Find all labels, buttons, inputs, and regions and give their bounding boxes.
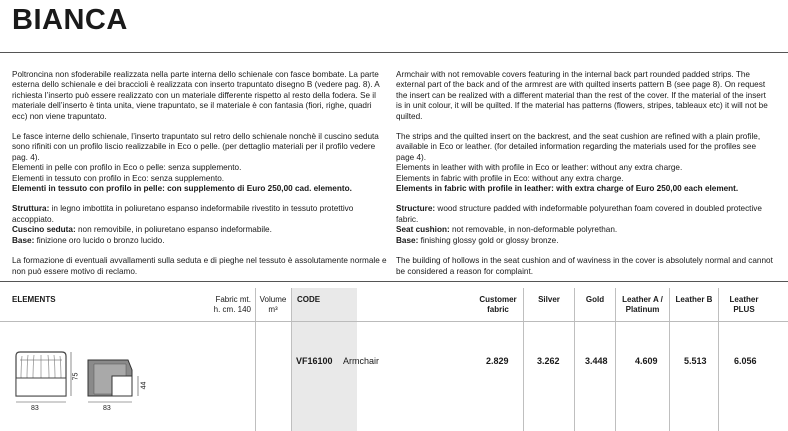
page-title: BIANCA xyxy=(12,4,128,36)
it-intro: Poltroncina non sfoderabile realizzata nella parte interna dello schienale con fasce bombate. La parte esterna dello schienale e dei braccioli è realizzata con inserto trapuntato disegno B (vedere pag. 8). A richiesta l’inserto può essere realizzato con un materiale differente rispetto al resto della fodera. Se il materiale dell’inserto è tinta unita, viene trapuntato, se il materiale è con fantasia (fiori, righe, quadri ecc) non viene trapuntato. xyxy=(12,70,380,121)
en-fabric-note: Elements in fabric with profile in Eco: without any extra charge. xyxy=(396,173,624,183)
silver-header: Silver xyxy=(538,295,560,304)
elements-header: ELEMENTS xyxy=(12,295,56,304)
row-leather-b-price: 5.513 xyxy=(684,356,707,366)
it-struttura: Struttura: in legno imbottita in poliuretano espanso indeformabile rivestito in tessuto protettivo accoppiato. xyxy=(12,204,354,224)
it-profile: Le fasce interne dello schienale, l’inserto trapuntato sul retro dello schienale nonchè il cuscino seduta sono rifiniti con un profilo liscio realizzabile in Eco o pelle. (per dettaglio materiali per il profilo vedere pag. 4). xyxy=(12,132,379,162)
en-base: Base: finishing glossy gold or glossy bronze. xyxy=(396,235,559,245)
top-divider xyxy=(0,52,788,53)
leather-a-header: Leather A / Platinum xyxy=(622,295,663,314)
code-header: CODE xyxy=(297,295,321,304)
it-cuscino: Cuscino seduta: non removibile, in poliuretano espanso indeformabile. xyxy=(12,225,272,235)
front-height-dim: 75 xyxy=(72,372,80,381)
volume-header: Volume m³ xyxy=(259,295,287,314)
row-silver-price: 3.262 xyxy=(537,356,560,366)
table-header-divider xyxy=(0,321,788,322)
it-supplement-note: Elementi in tessuto con profilo in pelle: con supplemento di Euro 250,00 cad. elemento. xyxy=(12,184,352,194)
en-seat: Seat cushion: not removable, in non-deformable polyrethan. xyxy=(396,225,618,235)
row-customer-price: 2.829 xyxy=(486,356,509,366)
en-intro: Armchair with not removable covers featuring in the internal back part rounded padded strips. The external part of the back and of the armrest are with quilted inserts pattern B (see page 8). On request the insert can be realized with a different material than the rest of the cover. If the material of the insert is in unit colour, it will be quilted. If the material has patterns (flowers, stripes, tableaux etc) it will not be quilted. xyxy=(396,70,768,121)
it-base: Base: finizione oro lucido o bronzo lucido. xyxy=(12,235,165,245)
row-leather-a-price: 4.609 xyxy=(635,356,658,366)
en-profile: The strips and the quilted insert on the backrest, and the seat cushion are refined with a plain profile, available in Eco or leather. (for detailed information regarding the materials used for the profiles see page 4). xyxy=(396,132,761,162)
col-divider xyxy=(291,288,292,431)
row-code: VF16100 xyxy=(296,356,333,366)
en-disclaimer: The building of hollows in the seat cushion and of waviness in the cover is absolutely normal and cannot be considered a reason for complaint. xyxy=(396,256,773,276)
row-gold-price: 3.448 xyxy=(585,356,608,366)
en-leather-note: Elements in leather with with profile in Eco or leather: without any extra charge. xyxy=(396,163,683,173)
leather-plus-header: Leather PLUS xyxy=(729,295,759,314)
armchair-side-icon xyxy=(88,360,138,402)
it-disclaimer: La formazione di eventuali avvallamenti sulla seduta e di pieghe nel tessuto è assolutamente normale e non può essere motivo di reclamo. xyxy=(12,256,387,276)
en-structure: Structure: wood structure padded with indeformable polyurethan foam covered in doubled protective fabric. xyxy=(396,204,762,224)
row-name: Armchair xyxy=(343,356,380,366)
customer-fabric-header: Customer fabric xyxy=(479,295,517,314)
col-divider xyxy=(669,288,670,431)
fabric-header: Fabric mt. h. cm. 140 xyxy=(213,295,251,314)
it-leather-note: Elementi in pelle con profilo in Eco o pelle: senza supplemento. xyxy=(12,163,242,173)
gold-header: Gold xyxy=(585,295,605,304)
side-width-dim: 83 xyxy=(103,405,111,412)
it-fabric-note: Elementi in tessuto con profilo in Eco: senza supplemento. xyxy=(12,173,225,183)
side-height-dim: 44 xyxy=(140,381,148,390)
en-supplement-note: Elements in fabric with profile in leather: with extra charge of Euro 250,00 each element. xyxy=(396,184,739,194)
leather-b-header: Leather B xyxy=(675,295,713,304)
table-top-divider xyxy=(0,281,788,282)
col-divider xyxy=(574,288,575,431)
row-leather-plus-price: 6.056 xyxy=(734,356,757,366)
english-description xyxy=(396,70,774,287)
front-width-dim: 83 xyxy=(31,405,39,412)
armchair-front-icon xyxy=(16,352,71,402)
italian-description xyxy=(12,70,387,287)
